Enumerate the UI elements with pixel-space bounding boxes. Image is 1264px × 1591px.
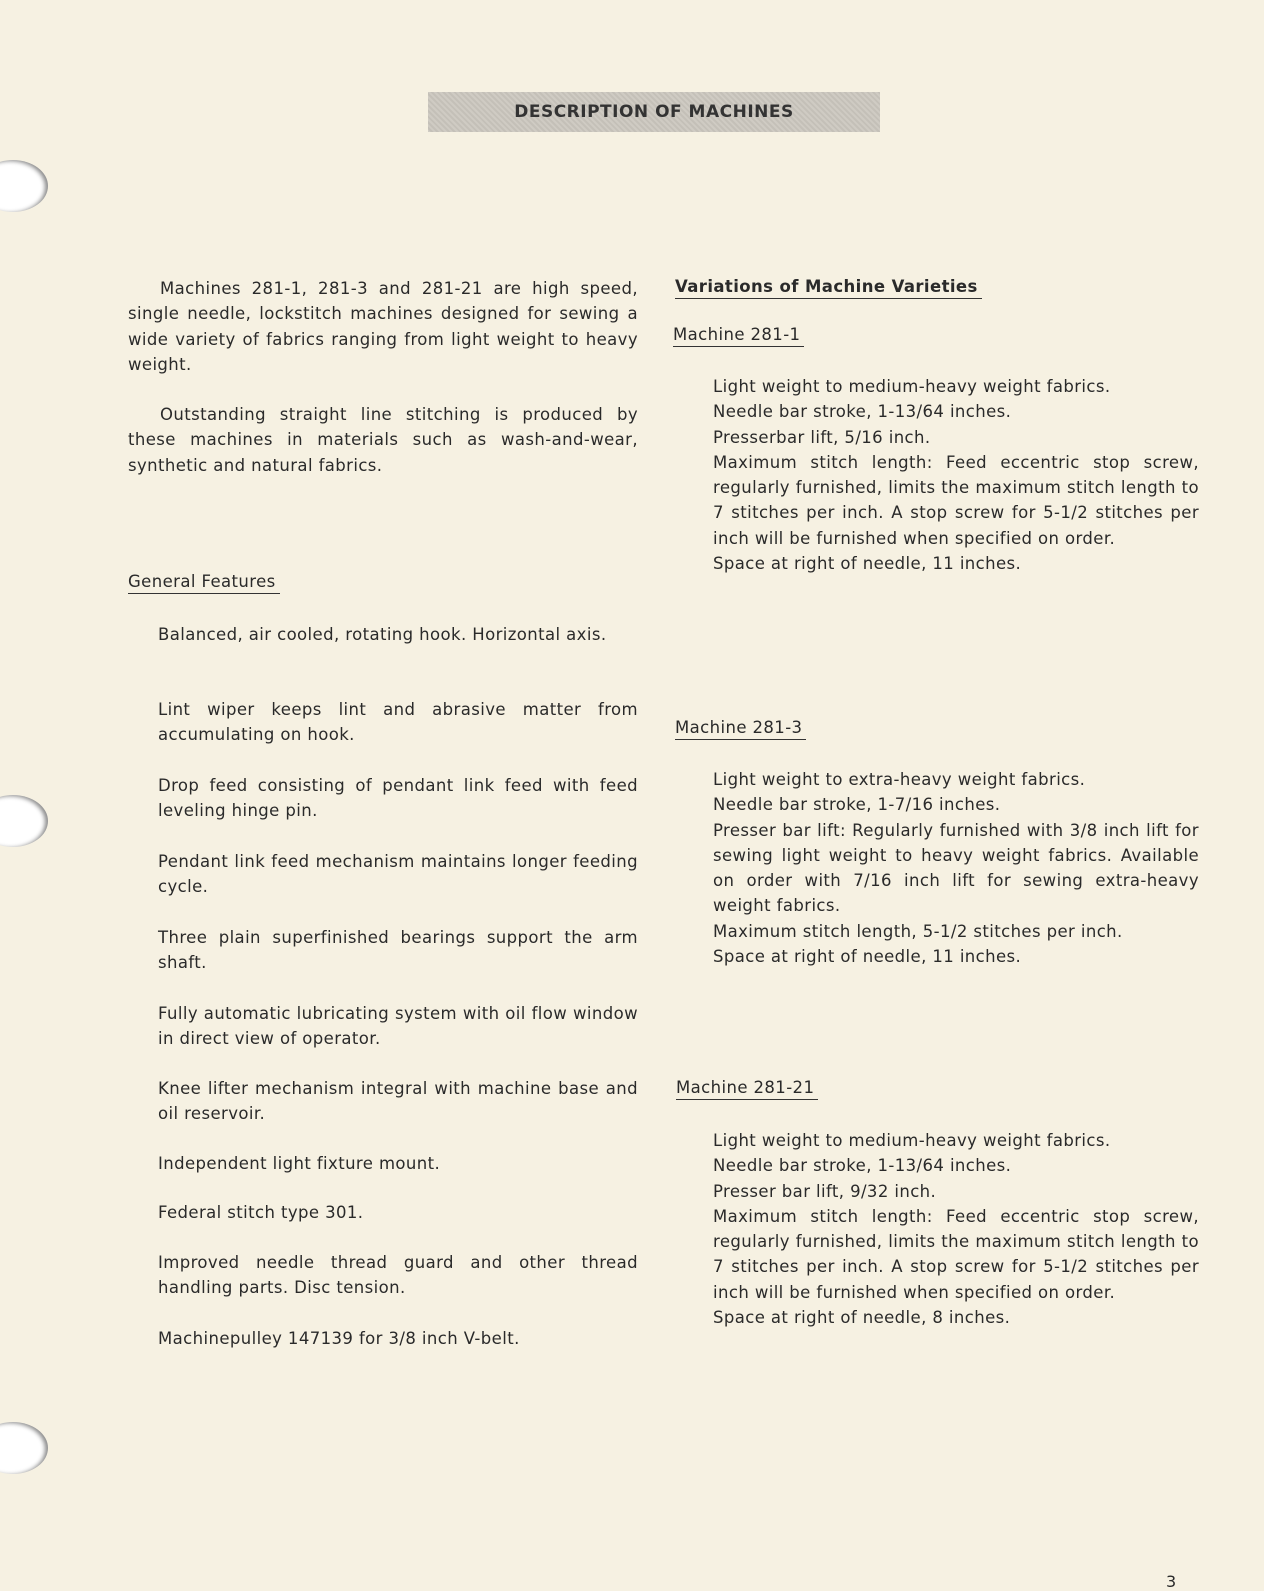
feature-item: Balanced, air cooled, rotating hook. Horizontal axis. bbox=[158, 625, 607, 644]
feature-item: Machinepulley 147139 for 3/8 inch V-belt. bbox=[158, 1329, 520, 1348]
intro-paragraph-2: Outstanding straight line stitching is produced by these machines in materials such as wash-and-wear, synthetic and natural fabrics. bbox=[128, 405, 638, 475]
machine-specs-281-3 bbox=[713, 767, 1199, 969]
feature-item: Lint wiper keeps lint and abrasive matter from accumulating on hook. bbox=[158, 700, 638, 745]
binder-hole-top bbox=[0, 160, 48, 212]
spec-line: Maximum stitch length: Feed eccentric stop screw, regularly furnished, limits the maximum stitch length to 7 stitches per inch. A stop screw for 5-1/2 stitches per inch will be furnished when specified on order. bbox=[713, 452, 1199, 548]
machine-heading-281-21: Machine 281-21 bbox=[676, 1078, 818, 1100]
spec-line: Light weight to extra-heavy weight fabrics. bbox=[713, 770, 1086, 789]
machine-heading-281-1: Machine 281-1 bbox=[673, 325, 804, 347]
spec-line: Needle bar stroke, 1-7/16 inches. bbox=[713, 795, 1001, 815]
spec-line: Needle bar stroke, 1-13/64 inches. bbox=[713, 402, 1012, 422]
general-features-heading: General Features bbox=[128, 572, 280, 594]
machine-specs-281-1 bbox=[713, 374, 1199, 576]
title-banner bbox=[428, 92, 880, 132]
feature-item: Independent light fixture mount. bbox=[158, 1154, 441, 1173]
feature-item: Fully automatic lubricating system with oil flow window in direct view of operator. bbox=[158, 1004, 638, 1049]
binder-hole-bottom bbox=[0, 1422, 48, 1474]
spec-line: Presser bar lift: Regularly furnished with 3/8 inch lift for sewing light weight to heavy weight fabrics. Available on order with 7/16 inch lift for sewing extra-heavy weight fabrics. bbox=[713, 820, 1199, 916]
feature-item: Knee lifter mechanism integral with machine base and oil reservoir. bbox=[158, 1079, 638, 1124]
feature-item: Improved needle thread guard and other thread handling parts. Disc tension. bbox=[158, 1253, 638, 1298]
spec-line: Needle bar stroke, 1-13/64 inches. bbox=[713, 1156, 1012, 1176]
spec-line: Light weight to medium-heavy weight fabrics. bbox=[713, 377, 1111, 396]
spec-line: Maximum stitch length: Feed eccentric stop screw, regularly furnished, limits the maximum stitch length to 7 stitches per inch. A stop screw for 5-1/2 stitches per inch will be furnished when specified on order. bbox=[713, 1206, 1199, 1302]
spec-line: Light weight to medium-heavy weight fabrics. bbox=[713, 1131, 1111, 1150]
spec-line: Space at right of needle, 11 inches. bbox=[713, 554, 1022, 574]
feature-item: Three plain superfinished bearings support the arm shaft. bbox=[158, 928, 638, 973]
spec-line: Presser bar lift, 9/32 inch. bbox=[713, 1181, 937, 1201]
feature-item: Pendant link feed mechanism maintains longer feeding cycle. bbox=[158, 852, 638, 897]
machine-specs-281-21 bbox=[713, 1128, 1199, 1330]
binder-hole-middle bbox=[0, 795, 48, 847]
spec-line: Maximum stitch length, 5-1/2 stitches per inch. bbox=[713, 921, 1123, 941]
spec-line: Space at right of needle, 11 inches. bbox=[713, 947, 1022, 967]
machine-heading-281-3: Machine 281-3 bbox=[675, 718, 806, 740]
intro-paragraph-1: Machines 281-1, 281-3 and 281-21 are high speed, single needle, lockstitch machines designed for sewing a wide variety of fabrics ranging from light weight to heavy weight. bbox=[128, 279, 638, 374]
feature-item: Federal stitch type 301. bbox=[158, 1203, 364, 1222]
spec-line: Space at right of needle, 8 inches. bbox=[713, 1308, 1011, 1328]
page-number: 3 bbox=[1166, 1572, 1177, 1591]
spec-line: Presserbar lift, 5/16 inch. bbox=[713, 427, 931, 447]
feature-item: Drop feed consisting of pendant link feed with feed leveling hinge pin. bbox=[158, 776, 638, 821]
page-title: DESCRIPTION OF MACHINES bbox=[514, 102, 794, 122]
variations-heading: Variations of Machine Varieties bbox=[675, 277, 982, 299]
